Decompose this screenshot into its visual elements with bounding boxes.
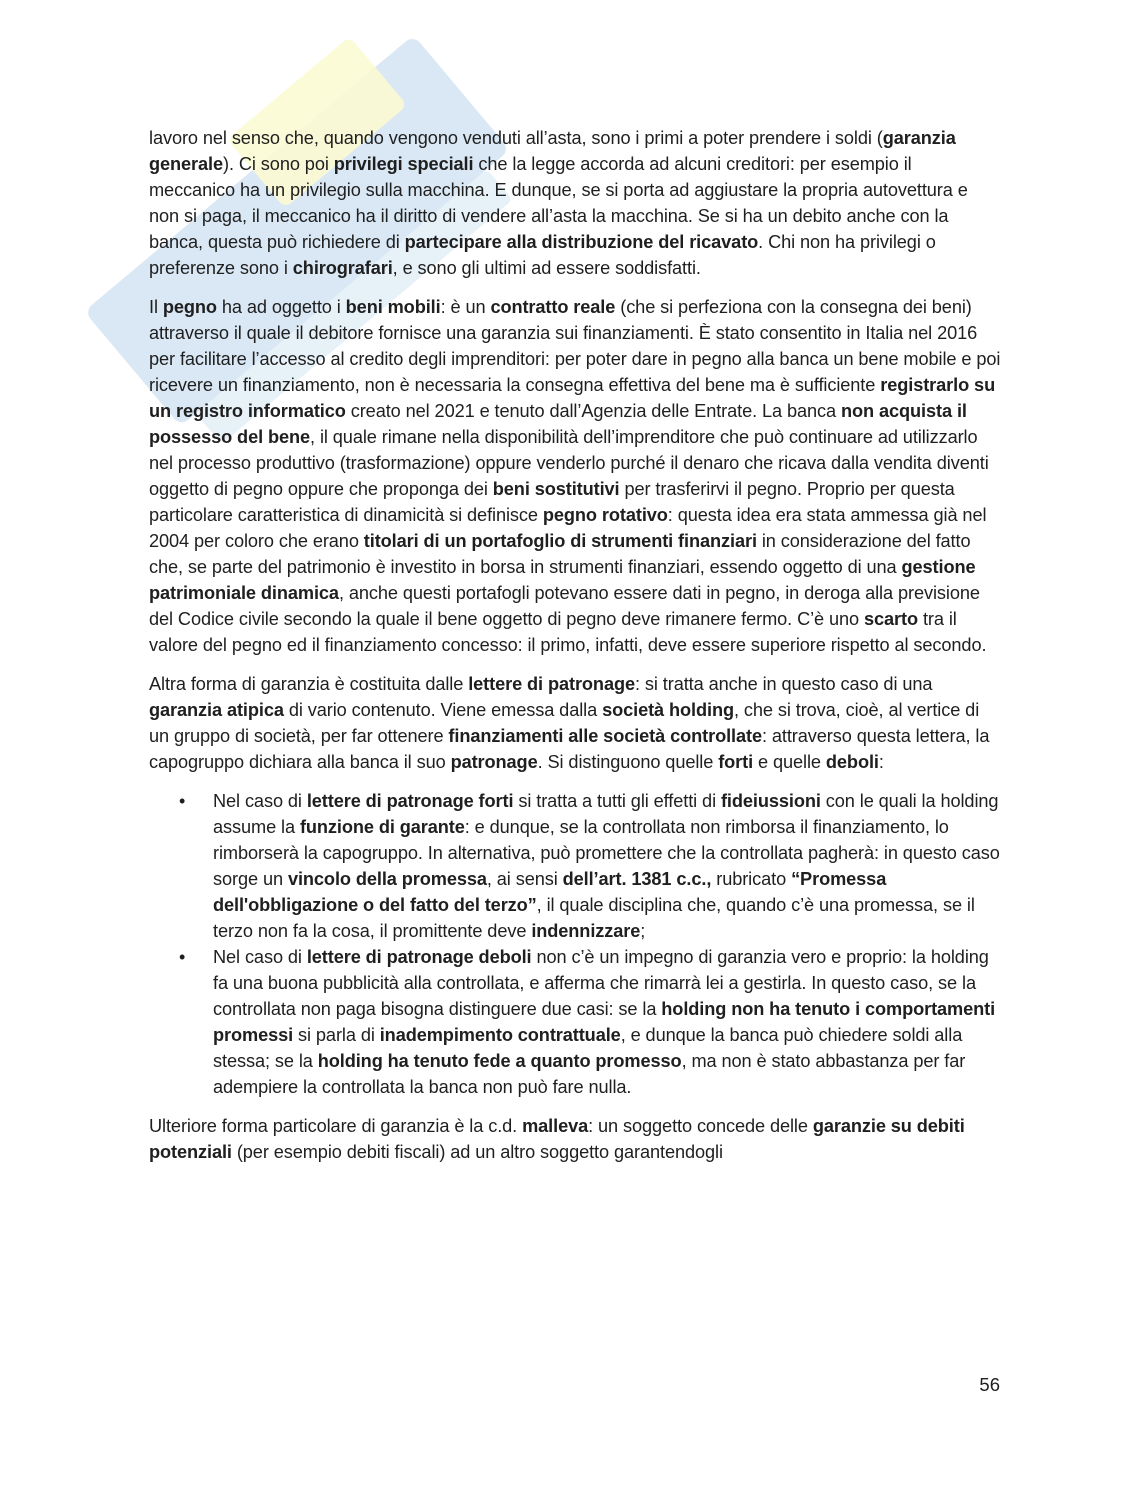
- list-item: [149, 788, 1001, 944]
- bold-term: registrarlo su un registro informatico: [149, 375, 996, 421]
- bold-term: vincolo della promessa: [287, 869, 487, 889]
- bold-term: indennizzare: [531, 921, 641, 941]
- paragraph: Ulteriore forma particolare di garanzia è la c.d. malleva: un soggetto concede delle garanzie su debiti potenziali (per esempio debiti fiscali) ad un altro soggetto garantendogli: [149, 1116, 965, 1162]
- bold-term: funzione di garante: [299, 817, 465, 837]
- bold-term: società holding: [602, 700, 734, 720]
- bullet-list: [149, 788, 1001, 1100]
- bullet-marker: •: [179, 947, 186, 967]
- bold-term: dell’art. 1381 c.c.,: [562, 869, 712, 889]
- document-body: [149, 125, 1001, 1178]
- bold-term: lettere di patronage: [468, 674, 635, 694]
- paragraph: Il pegno ha ad oggetto i beni mobili: è un contratto reale (che si perfeziona con la consegna dei beni) attraverso il quale il debitore fornisce una garanzia sui finanziamenti. È stato consentito in Italia nel 2016 per facilitare l’accesso al credito degli imprenditori: per poter dare in pegno alla banca un bene mobile e poi ricevere un finanziamento, non è necessaria la consegna effettiva del bene ma è sufficiente registrarlo su un registro informatico creato nel 2021 e tenuto dall’Agenzia delle Entrate. La banca non acquista il possesso del bene, il quale rimane nella disponibilità dell’imprenditore che può continuare ad utilizzarlo nel processo produttivo (trasformazione) oppure venderlo purché il denaro che ricava dalla vendita diventi oggetto di pegno oppure che proponga dei beni sostitutivi per trasferirvi il pegno. Proprio per questa particolare caratteristica di dinamicità si definisce pegno rotativo: questa idea era stata ammessa già nel 2004 per coloro che erano titolari di un portafoglio di strumenti finanziari in considerazione del fatto che, se parte del patrimonio è investito in borsa in strumenti finanziari, essendo oggetto di una gestione patrimoniale dinamica, anche questi portafogli potevano essere dati in pegno, in deroga alla previsione del Codice civile secondo la quale il bene oggetto di pegno deve rimanere fermo. C’è uno scarto tra il valore del pegno ed il finanziamento concesso: il primo, infatti, deve essere superiore rispetto al secondo.: [149, 297, 1001, 655]
- paragraph: lavoro nel senso che, quando vengono venduti all’asta, sono i primi a poter prendere i soldi (garanzia generale). Ci sono poi privilegi speciali che la legge accorda ad alcuni creditori: per esempio il meccanico ha un privilegio sulla macchina. E dunque, se si porta ad aggiustare la propria autovettura e non si paga, il meccanico ha il diritto di vendere all’asta la macchina. Se si ha un debito anche con la banca, questa può richiedere di partecipare alla distribuzione del ricavato. Chi non ha privilegi o preferenze sono i chirografari, e sono gli ultimi ad essere soddisfatti.: [149, 128, 968, 278]
- page-number: 56: [979, 1374, 1000, 1395]
- list-item-text: Nel caso di lettere di patronage deboli non c’è un impegno di garanzia vero e proprio: la holding fa una buona pubblicità alla controllata, e afferma che rimarrà lei a gestirla. In questo caso, se la controllata non paga bisogna distinguere due casi: se la holding non ha tenuto i comportamenti promessi si parla di inadempimento contrattuale, e dunque la banca può chiedere soldi alla stessa; se la holding ha tenuto fede a quanto promesso, ma non è stato abbastanza per far adempiere la controllata la banca non può fare nulla.: [213, 947, 996, 1097]
- bold-term: garanzia atipica: [149, 700, 284, 720]
- bold-term: chirografari: [292, 258, 393, 278]
- bold-term: malleva: [522, 1116, 589, 1136]
- list-item-text: Nel caso di lettere di patronage forti si tratta a tutti gli effetti di fideiussioni con le quali la holding assume la funzione di garante: e dunque, se la controllata non rimborsa il finanziamento, lo rimborserà la capogruppo. In alternativa, può promettere che la controllata pagherà: in questo caso sorge un vincolo della promessa, ai sensi dell’art. 1381 c.c., rubricato “Promessa dell'obbligazione o del fatto del terzo”, il quale disciplina che, quando c’è una promessa, se il terzo non fa la cosa, il promittente deve indennizzare;: [213, 791, 1000, 941]
- bold-term: pegno: [162, 297, 217, 317]
- bold-term: patronage: [450, 752, 538, 772]
- bullet-marker: •: [179, 791, 186, 811]
- bold-term: contratto reale: [490, 297, 616, 317]
- bold-term: beni sostitutivi: [492, 479, 620, 499]
- bold-term: finanziamenti alle società controllate: [448, 726, 762, 746]
- bold-term: “Promessa dell'obbligazione o del fatto del terzo”: [213, 869, 887, 915]
- bold-term: privilegi speciali: [333, 154, 474, 174]
- paragraph: Altra forma di garanzia è costituita dalle lettere di patronage: si tratta anche in questo caso di una garanzia atipica di vario contenuto. Viene emessa dalla società holding, che si trova, cioè, al vertice di un gruppo di società, per far ottenere finanziamenti alle società controllate: attraverso questa lettera, la capogruppo dichiara alla banca il suo patronage. Si distinguono quelle forti e quelle deboli:: [149, 674, 990, 772]
- bold-term: holding ha tenuto fede a quanto promesso: [317, 1051, 682, 1071]
- bold-term: holding non ha tenuto i comportamenti promessi: [213, 999, 996, 1045]
- bold-term: partecipare alla distribuzione del ricavato: [404, 232, 759, 252]
- list-item: [149, 944, 1001, 1100]
- bold-term: lettere di patronage forti: [306, 791, 514, 811]
- bold-term: deboli: [825, 752, 879, 772]
- bold-term: garanzia generale: [149, 128, 956, 174]
- bold-term: pegno rotativo: [542, 505, 668, 525]
- bold-term: inadempimento contrattuale: [379, 1025, 621, 1045]
- bold-term: titolari di un portafoglio di strumenti finanziari: [363, 531, 757, 551]
- bold-term: non acquista il possesso del bene: [149, 401, 967, 447]
- bold-term: lettere di patronage deboli: [306, 947, 532, 967]
- bold-term: fideiussioni: [720, 791, 821, 811]
- bold-term: gestione patrimoniale dinamica: [149, 557, 976, 603]
- bold-term: forti: [718, 752, 754, 772]
- bold-term: beni mobili: [345, 297, 441, 317]
- bold-term: garanzie su debiti potenziali: [149, 1116, 965, 1162]
- bold-term: scarto: [864, 609, 919, 629]
